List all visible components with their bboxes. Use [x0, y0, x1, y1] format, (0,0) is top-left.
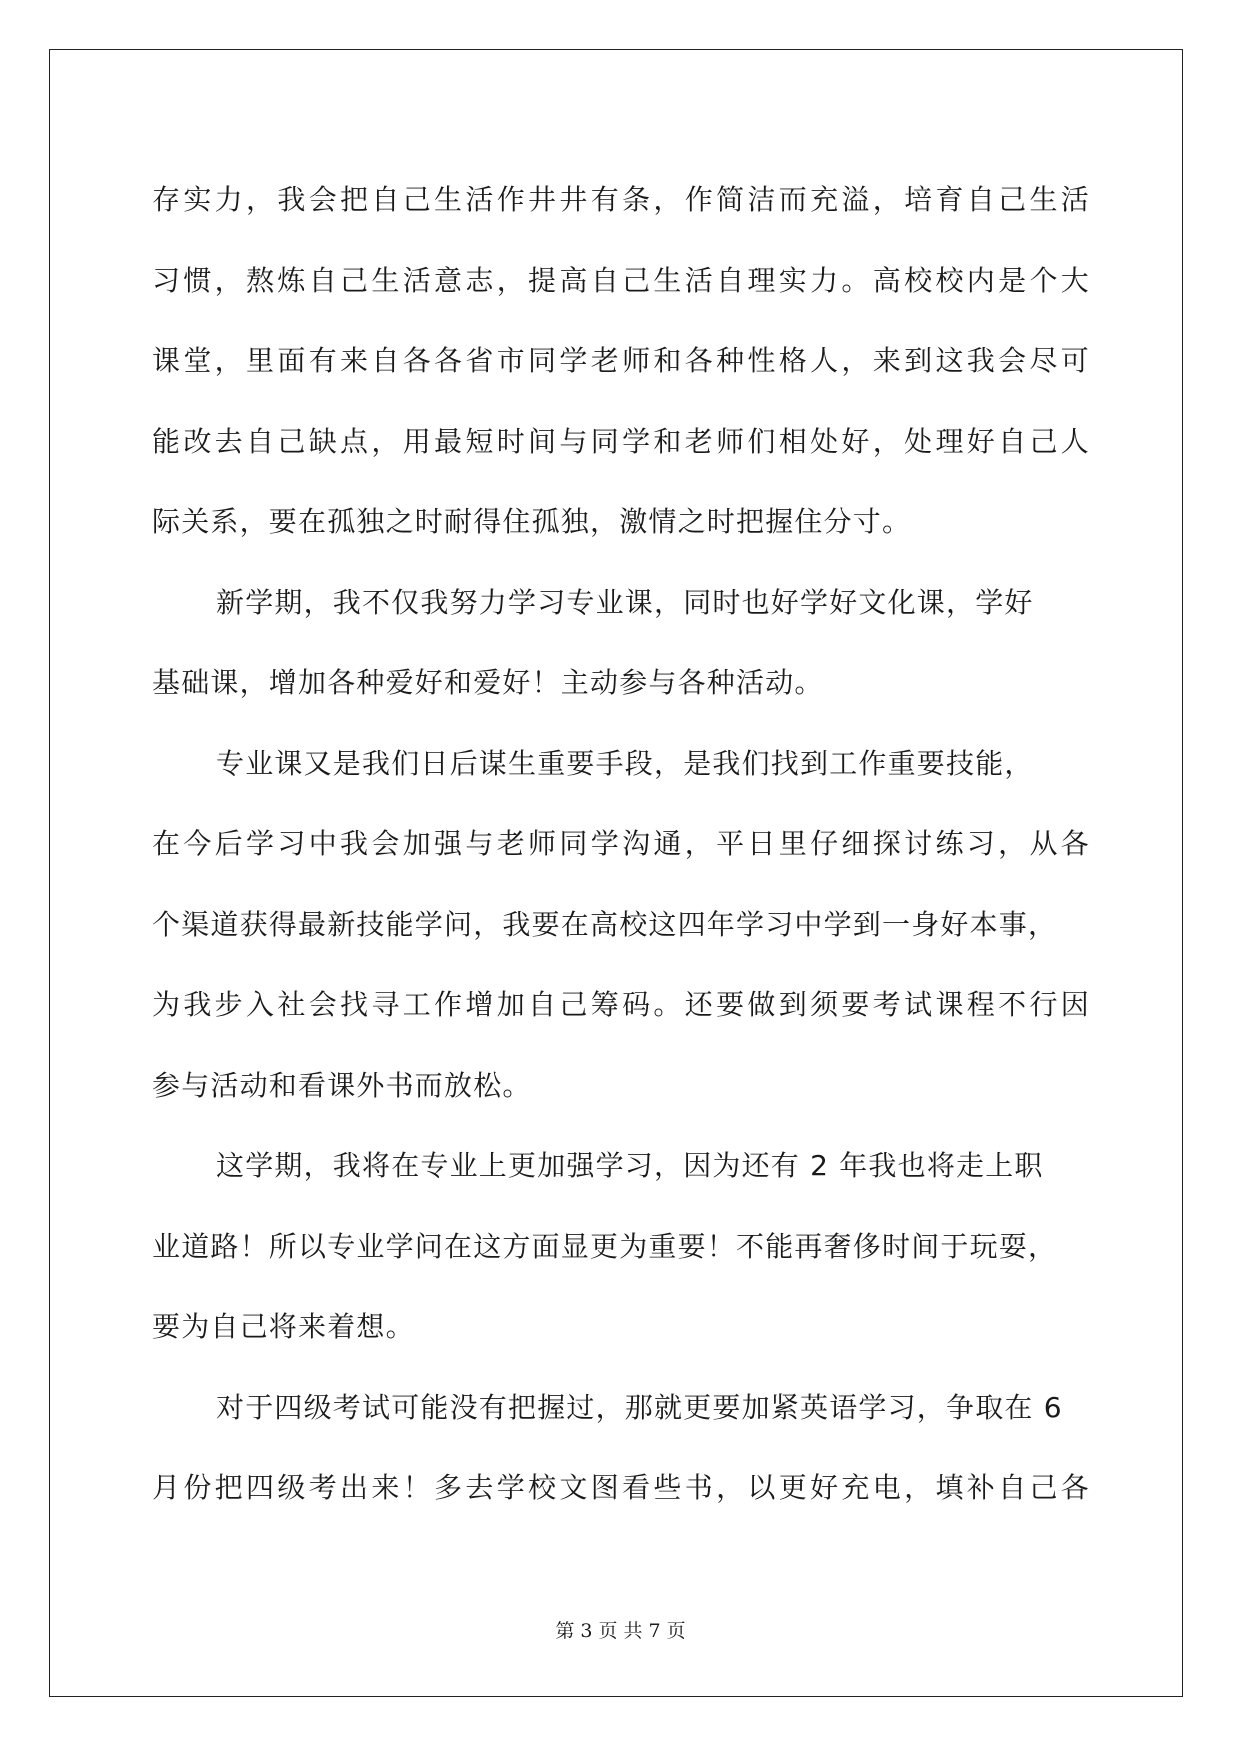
- document-body: [152, 160, 1090, 1529]
- text-line: 要为自己将来着想。: [152, 1310, 415, 1343]
- paragraph-first-line: 专业课又是我们日后谋生重要手段，是我们找到工作重要技能，: [216, 746, 1034, 780]
- paragraph-first-line: 这学期，我将在专业上更加强学习，因为还有 2 年我也将走上职: [216, 1149, 1044, 1182]
- text-line: 存实力，我会把自己生活作井井有条，作简洁而充溢，培育自己生活: [152, 183, 1090, 216]
- page-number: 第 3 页 共 7 页: [555, 1620, 686, 1642]
- text-line: 月份把四级考出来！多去学校文图看些书，以更好充电，填补自己各: [152, 1471, 1090, 1504]
- text-line: 基础课，增加各种爱好和爱好！主动参与各种活动。: [152, 666, 824, 699]
- text-line: 参与活动和看课外书而放松。: [152, 1068, 532, 1102]
- text-line: 个渠道获得最新技能学问，我要在高校这四年学习中学到一身好本事，: [152, 907, 1058, 941]
- text-line: 在今后学习中我会加强与老师同学沟通，平日里仔细探讨练习，从各: [152, 827, 1090, 860]
- text-line: 能改去自己缺点，用最短时间与同学和老师们相处好，处理好自己人: [152, 424, 1090, 458]
- text-line: 习惯，熬炼自己生活意志，提高自己生活自理实力。高校校内是个大: [152, 263, 1090, 297]
- text-line: 课堂，里面有来自各各省市同学老师和各种性格人，来到这我会尽可: [152, 344, 1090, 377]
- paragraph-first-line: 对于四级考试可能没有把握过，那就更要加紧英语学习，争取在 6: [216, 1390, 1063, 1424]
- paragraph-first-line: 新学期，我不仅我努力学习专业课，同时也好学好文化课，学好: [216, 585, 1034, 619]
- text-line: 际关系，要在孤独之时耐得住孤独，激情之时把握住分寸。: [152, 505, 912, 538]
- text-line: 为我步入社会找寻工作增加自己筹码。还要做到须要考试课程不行因: [152, 988, 1090, 1021]
- text-line: 业道路！所以专业学问在这方面显更为重要！不能再奢侈时间于玩耍，: [152, 1229, 1058, 1263]
